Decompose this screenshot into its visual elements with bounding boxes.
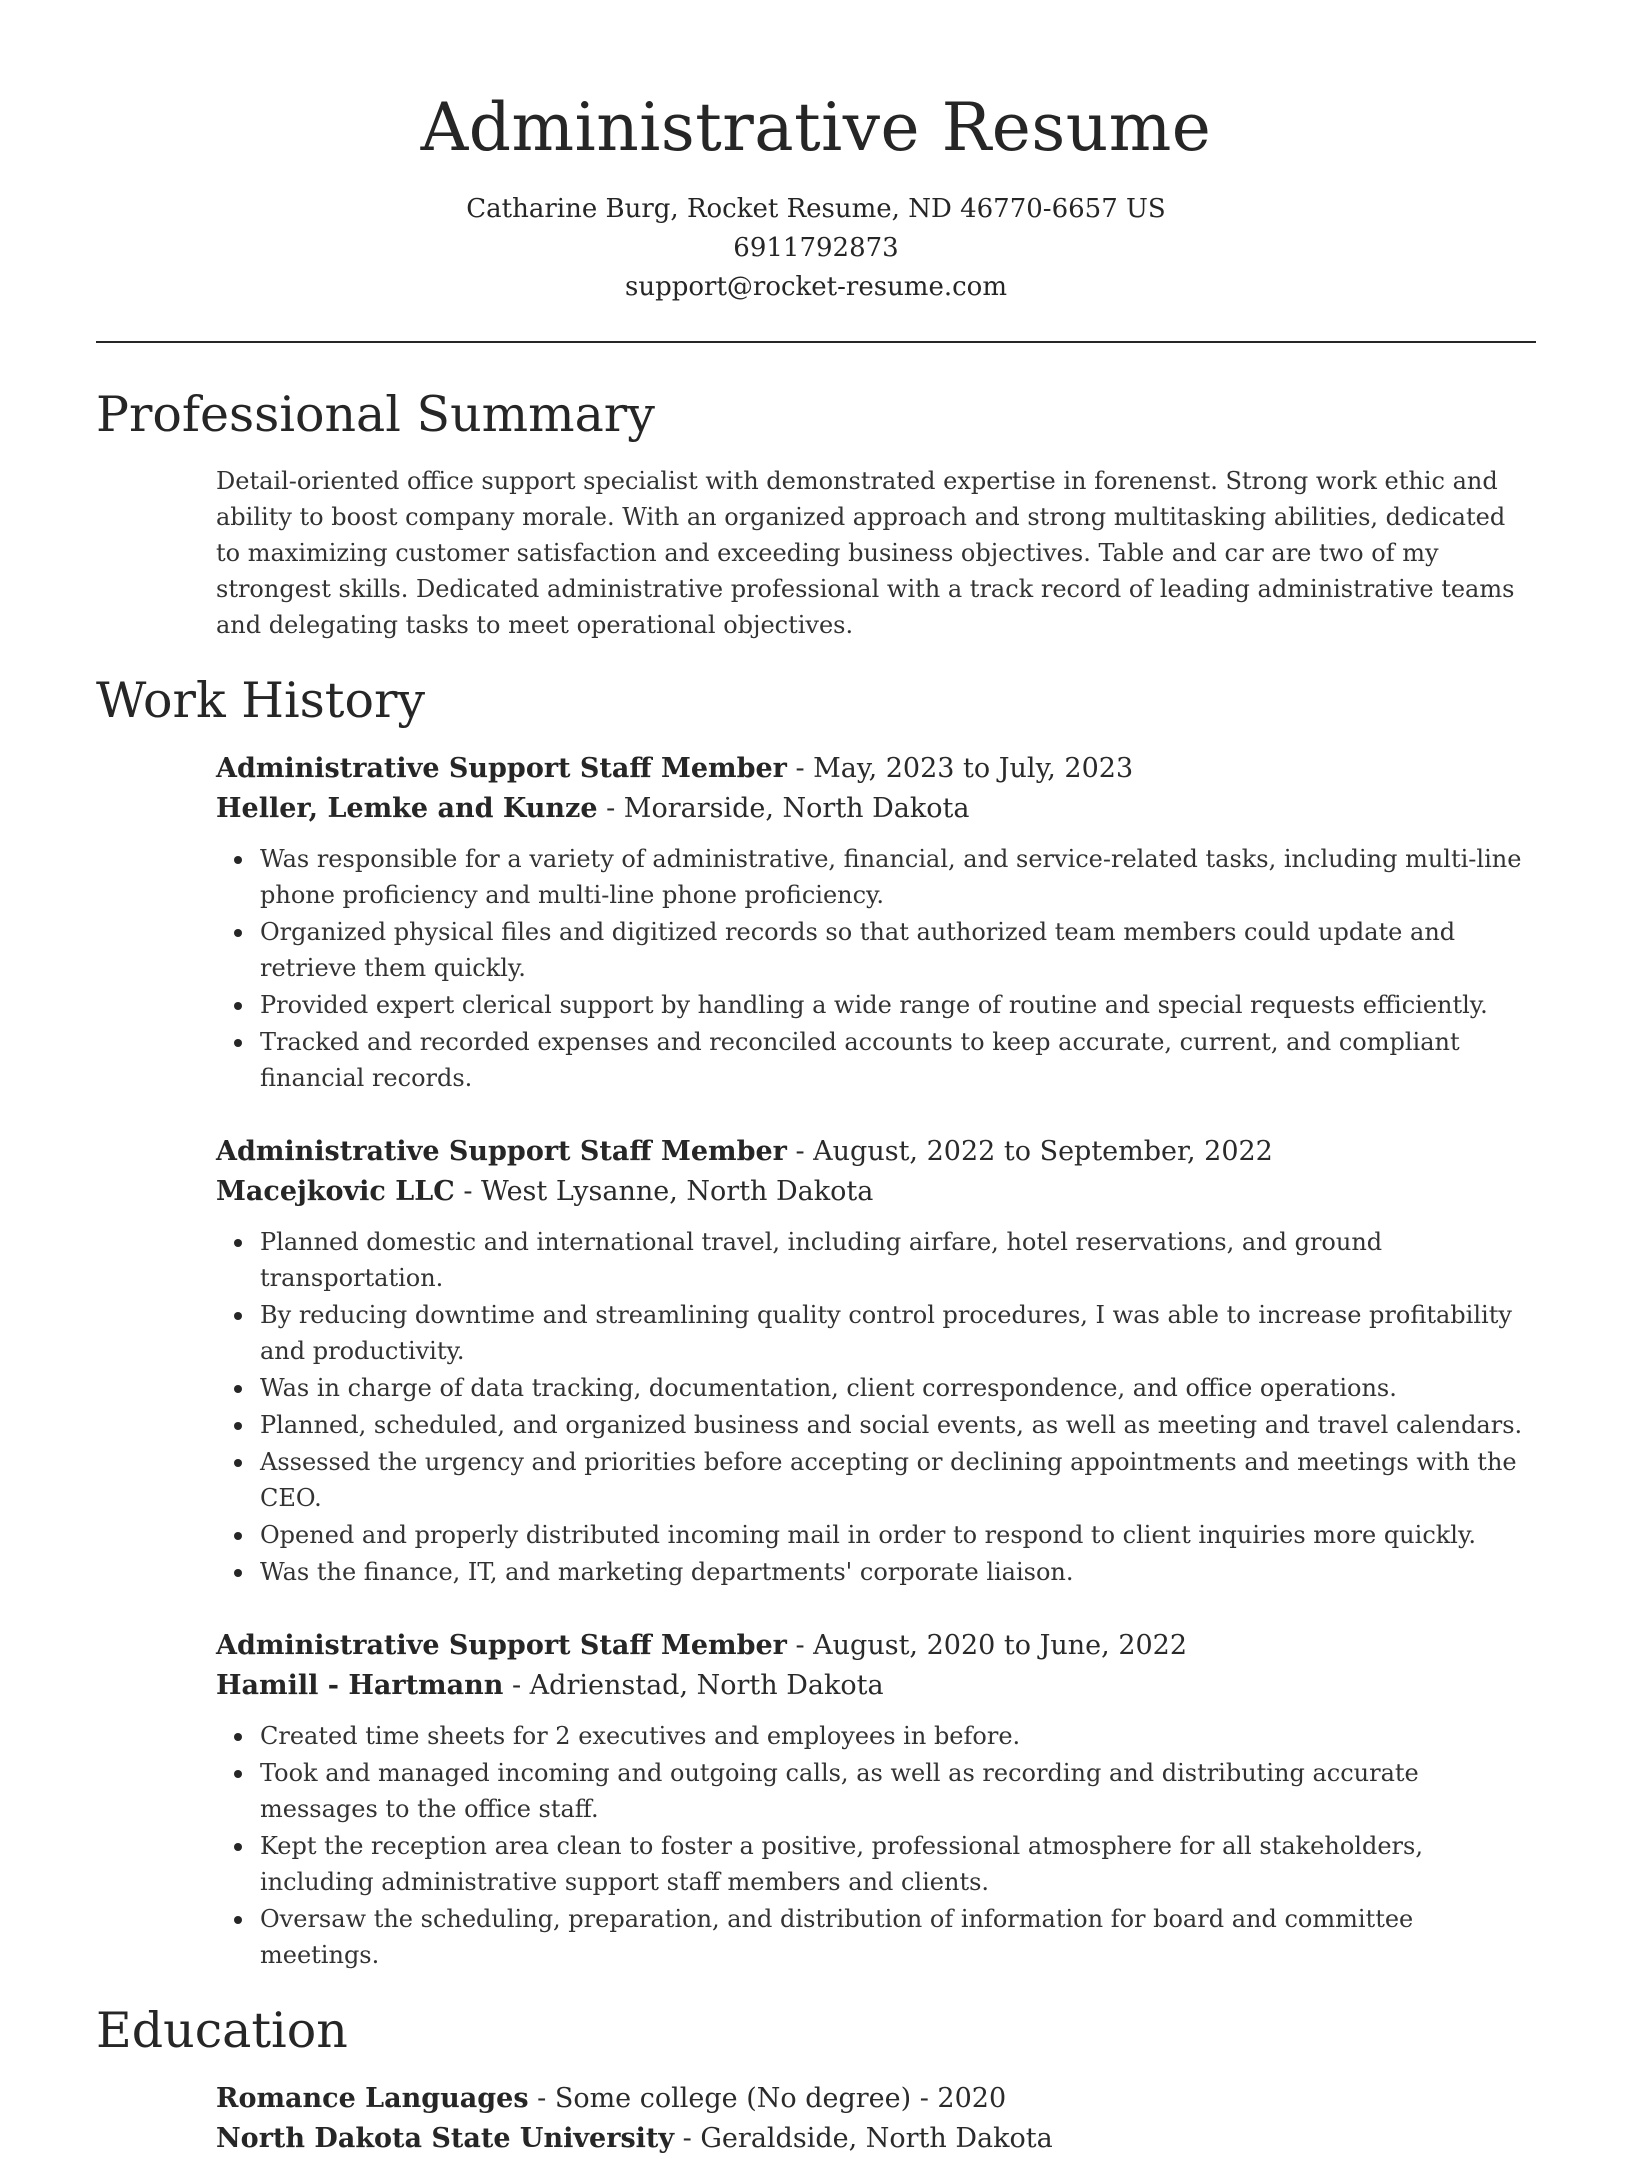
header-divider [96,341,1536,343]
job-company-line [216,1666,1536,1706]
job-bullet: By reducing downtime and streamlining quality control procedures, I was able to increase profitability and productivity. [260,1297,1536,1369]
contact-info [96,190,1536,307]
job-title-line [216,1132,1536,1172]
job-bullet: Was the finance, IT, and marketing departments' corporate liaison. [260,1554,1536,1590]
job-bullet: Opened and properly distributed incoming mail in order to respond to client inquiries more quickly. [260,1517,1536,1553]
job-company: Heller, Lemke and Kunze [216,793,598,824]
job-bullet: Provided expert clerical support by handling a wide range of routine and special requests efficiently. [260,987,1536,1023]
job-title: Administrative Support Staff Member [216,1136,787,1167]
job-bullet: Planned domestic and international travel, including airfare, hotel reservations, and ground transportation. [260,1224,1536,1296]
job-location: - West Lysanne, North Dakota [454,1176,874,1207]
job-bullet: Was responsible for a variety of administrative, financial, and service-related tasks, including multi-line phone proficiency and multi-line phone proficiency. [260,841,1536,913]
job-location: - Adrienstad, North Dakota [503,1670,884,1701]
job-bullet: Was in charge of data tracking, documentation, client correspondence, and office operations. [260,1370,1536,1406]
education-school-line [216,2119,1536,2159]
job-title-line [216,1626,1536,1666]
job-bullet: Organized physical files and digitized records so that authorized team members could update and retrieve them quickly. [260,914,1536,986]
job-company-line [216,789,1536,829]
education-location: - Geraldside, North Dakota [674,2123,1053,2154]
job-bullet: Took and managed incoming and outgoing calls, as well as recording and distributing accurate messages to the office staff. [260,1755,1536,1827]
resume-title: Administrative Resume [420,89,1212,166]
professional-summary-section [96,383,1536,643]
job-bullet: Created time sheets for 2 executives and employees in before. [260,1718,1536,1754]
education-field-line [216,2079,1536,2119]
work-history-heading: Work History [96,672,426,729]
job-company: Hamill - Hartmann [216,1670,504,1701]
job-bullet: Oversaw the scheduling, preparation, and distribution of information for board and committee meetings. [260,1901,1536,1973]
job-bullets [216,841,1536,1096]
work-history-section [96,669,1536,1973]
job-dates: - August, 2020 to June, 2022 [786,1630,1188,1661]
contact-address: Catharine Burg, Rocket Resume, ND 46770-6657 US [466,194,1166,224]
job-bullet: Planned, scheduled, and organized business and social events, as well as meeting and travel calendars. [260,1407,1536,1443]
resume-page [96,0,1536,2159]
job-title-line [216,749,1536,789]
education-heading: Education [96,2002,348,2059]
job-title: Administrative Support Staff Member [216,1630,787,1661]
job-dates: - August, 2022 to September, 2022 [786,1136,1273,1167]
job-company-line [216,1172,1536,1212]
job-bullet: Kept the reception area clean to foster a positive, professional atmosphere for all stakeholders, including administrative support staff members and clients. [260,1828,1536,1900]
job-bullet: Tracked and recorded expenses and reconciled accounts to keep accurate, current, and compliant financial records. [260,1024,1536,1096]
education-field: Romance Languages [216,2083,529,2114]
job-entry [216,1626,1536,1973]
resume-header [96,0,1536,307]
professional-summary-text: Detail-oriented office support specialist with demonstrated expertise in forenenst. Strong work ethic and ability to boost company morale. With an organized approach and strong multitasking abilities, dedicated to maximizing customer satisfaction and exceeding business objectives. Table and car are two of my strongest skills. Dedicated administrative professional with a track record of leading administrative teams and delegating tasks to meet operational objectives. [216,467,1515,639]
professional-summary-heading: Professional Summary [96,386,655,443]
education-section [96,1999,1536,2159]
education-entry [216,2079,1536,2159]
job-entry [216,749,1536,1096]
contact-email: support@rocket-resume.com [624,272,1007,302]
job-location: - Morarside, North Dakota [597,793,970,824]
job-bullets [216,1224,1536,1590]
education-detail: - Some college (No degree) - 2020 [528,2083,1007,2114]
job-company: Macejkovic LLC [216,1176,455,1207]
job-bullets [216,1718,1536,1973]
job-title: Administrative Support Staff Member [216,753,787,784]
education-school: North Dakota State University [216,2123,675,2154]
job-entry [216,1132,1536,1590]
job-bullet: Assessed the urgency and priorities before accepting or declining appointments and meetings with the CEO. [260,1444,1536,1516]
job-dates: - May, 2023 to July, 2023 [786,753,1134,784]
contact-phone: 6911792873 [733,233,899,263]
